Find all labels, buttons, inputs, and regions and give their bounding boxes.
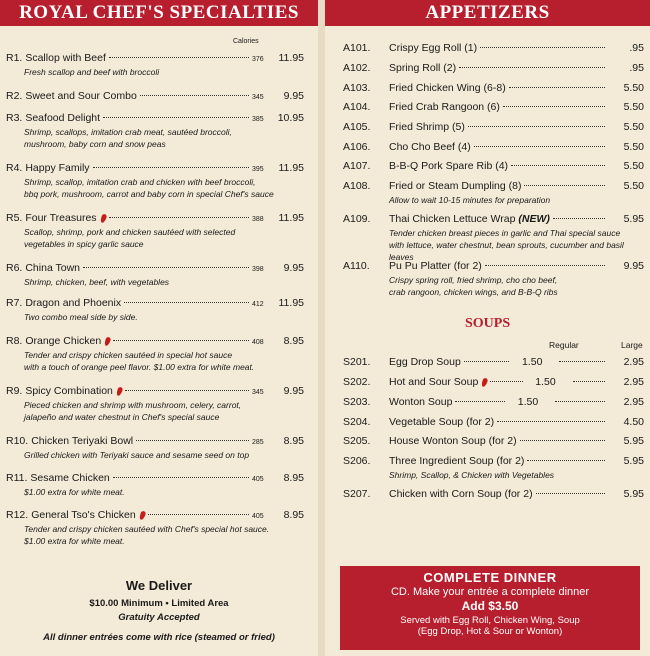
item-name: Spring Roll (2) [389,62,457,74]
specialty-item [0,297,318,323]
specialties-column [0,0,318,656]
item-description: Pieced chicken and shrimp with mushroom, celery, carrot, [24,400,242,410]
dot-leader [103,117,249,118]
appetizer-row [325,42,650,56]
item-code: S202. [343,376,371,388]
complete-dinner-price: Add $3.50 [461,599,519,613]
item-calories: 398 [252,266,264,273]
item-calories: 385 [252,116,264,123]
specialty-item [0,212,318,250]
dot-leader [511,165,605,166]
item-calories: 388 [252,216,264,223]
item-price: 11.95 [278,297,304,309]
item-description: Two combo meal side by side. [24,312,138,322]
item-name: Crispy Egg Roll (1) [389,42,478,54]
column-divider [318,0,325,656]
chili-pepper-icon [481,377,489,387]
item-code: R10. [6,435,29,447]
appetizer-item [325,160,650,174]
rice-note: All dinner entrées come with rice (steamed or fried) [43,632,275,643]
dot-leader [524,185,605,186]
dot-leader [464,361,510,362]
soup-item [325,416,650,430]
soup-row [325,488,650,502]
appetizer-row [325,82,650,96]
item-name: Happy Family [25,162,90,174]
soup-row [325,396,650,410]
specialty-row [0,385,318,399]
item-name: Vegetable Soup (for 2) [389,416,495,428]
item-calories: 405 [252,513,264,520]
item-name: Scallop with Beef [25,52,106,64]
specialty-row [0,52,318,66]
dot-leader [527,460,605,461]
item-code: A110. [343,260,370,272]
dot-leader [490,381,522,382]
soup-regular-price: 1.50 [517,396,539,408]
item-description: Grilled chicken with Teriyaki sauce and sesame seed on top [24,450,250,460]
appetizer-row [325,62,650,76]
large-header: Large [621,340,643,350]
dot-leader [553,218,605,219]
dot-leader [148,514,249,515]
soup-item [325,435,650,449]
specialties-title: ROYAL CHEF'S SPECIALTIES [19,2,299,23]
dot-leader [113,340,249,341]
specialty-row [0,90,318,104]
soup-large-price: 2.95 [623,376,644,388]
soup-regular-price: 1.50 [521,356,543,368]
dot-leader [136,440,249,441]
appetizer-row [325,101,650,115]
item-description: vegetables in spicy garlic sauce [24,239,144,249]
item-price: 11.95 [278,162,304,174]
soup-item [325,488,650,502]
specialty-row [0,297,318,311]
dot-leader [509,87,605,88]
deliver-minimum: $10.00 Minimum • Limited Area [89,598,229,609]
item-price: 11.95 [278,52,304,64]
item-price: 8.95 [283,472,304,484]
item-code: R3. [6,112,23,124]
item-price: 11.95 [278,212,304,224]
dot-leader [140,95,249,96]
appetizer-row [325,213,650,227]
soup-large-price: 2.95 [623,396,644,408]
item-code: R5. [6,212,23,224]
item-description: Shrimp, scallops, imitation crab meat, sautéed broccoli, [24,127,232,137]
item-code: A106. [343,141,371,153]
specialty-row [0,262,318,276]
item-description: Shrimp, scallop, imitation crab and chicken with beef broccoli, [24,177,256,187]
soup-row [325,356,650,370]
specialty-item [0,335,318,373]
regular-header: Regular [549,340,579,350]
item-code: R2. [6,90,23,102]
specialty-row [0,472,318,486]
dot-leader [480,47,605,48]
chili-pepper-icon [99,213,107,223]
item-price: 5.50 [623,121,644,133]
item-name: Spicy Combination [25,385,122,397]
item-code: S203. [343,396,371,408]
specialty-row [0,509,318,523]
item-price: 5.50 [623,141,644,153]
item-name: Fried Crab Rangoon (6) [389,101,500,113]
item-code: S206. [343,455,371,467]
item-name: B-B-Q Pork Spare Rib (4) [389,160,509,172]
item-price: 8.95 [283,435,304,447]
dot-leader [485,265,605,266]
item-description: Fresh scallop and beef with broccoli [24,67,160,77]
chili-pepper-icon [116,386,124,396]
appetizer-row [325,160,650,174]
item-price: 5.50 [623,160,644,172]
item-code: A108. [343,180,371,192]
item-code: R12. [6,509,29,521]
item-code: A102. [343,62,371,74]
item-name: Sesame Chicken [30,472,110,484]
appetizer-item [325,62,650,76]
item-calories: 408 [252,339,264,346]
dot-leader [109,57,249,58]
item-code: A109. [343,213,371,225]
dot-leader [503,106,605,107]
item-code: A104. [343,101,371,113]
item-calories: 412 [252,301,264,308]
item-code: R6. [6,262,23,274]
appetizer-item [325,101,650,115]
item-calories: 405 [252,476,264,483]
dot-leader [459,67,605,68]
item-calories: 345 [252,389,264,396]
dot-leader [125,390,249,391]
item-name: Sweet and Sour Combo [25,90,137,102]
dot-leader [93,167,249,168]
complete-dinner-served: Served with Egg Roll, Chicken Wing, Soup [400,615,580,626]
specialty-item [0,90,318,104]
soup-large-price: 2.95 [623,356,644,368]
soup-item [325,356,650,370]
soup-large-price: 5.95 [623,435,644,447]
soup-row [325,455,650,469]
specialty-item [0,162,318,200]
item-code: R9. [6,385,23,397]
appetizer-item [325,141,650,155]
specialty-row [0,435,318,449]
item-code: R11. [6,472,28,484]
specialty-item [0,385,318,423]
item-description: with a touch of orange peel flavor. $1.00 extra for white meat. [24,362,255,372]
deliver-section [0,578,318,643]
appetizer-row [325,260,650,274]
item-description: Shrimp, chicken, beef, with vegetables [24,277,170,287]
item-price: 5.95 [623,213,644,225]
appetizer-item [325,42,650,56]
item-code: S201. [343,356,371,368]
appetizer-item [325,180,650,206]
specialty-row [0,212,318,226]
item-price: 8.95 [283,335,304,347]
appetizers-column [325,0,650,656]
item-name: Hot and Sour Soup [389,376,487,388]
item-price: 9.95 [283,90,304,102]
item-description: mushroom, baby corn and snow peas [24,139,166,149]
complete-dinner-box [340,566,640,650]
item-code: S205. [343,435,371,447]
appetizer-item [325,121,650,135]
item-description: Shrimp, Scallop, & Chicken with Vegetables [389,470,555,480]
new-tag: (NEW) [515,213,550,225]
item-code: R8. [6,335,23,347]
soup-row [325,435,650,449]
item-code: A107. [343,160,371,172]
item-description: Tender and crispy chicken sautéed with Chef's special hot sauce. [24,524,270,534]
appetizer-item [325,82,650,96]
dot-leader [109,217,249,218]
specialty-row [0,335,318,349]
chili-pepper-icon [138,510,146,520]
item-code: S204. [343,416,371,428]
item-description: $1.00 extra for white meat. [24,487,125,497]
item-description: Tender and crispy chicken sautéed in special hot sauce [24,350,233,360]
dot-leader [555,401,605,402]
appetizer-item [325,213,650,263]
soup-large-price: 5.95 [623,455,644,467]
item-name: Three Ingredient Soup (for 2) [389,455,525,467]
soups-title: SOUPS [465,316,511,331]
dot-leader [468,126,605,127]
item-calories: 285 [252,439,264,446]
item-price: 10.95 [277,112,304,124]
item-code: R4. [6,162,23,174]
soup-large-price: 5.95 [623,488,644,500]
item-price: 5.50 [623,101,644,113]
soup-regular-price: 1.50 [535,376,556,388]
item-price: 9.95 [283,385,304,397]
soup-row [325,416,650,430]
item-name: Wonton Soup [389,396,453,408]
specialty-item [0,52,318,78]
item-description: Allow to wait 10-15 minutes for preparation [389,195,551,205]
item-name: China Town [25,262,81,274]
dot-leader [83,267,249,268]
soup-large-price: 4.50 [623,416,644,428]
dot-leader [497,421,605,422]
dot-leader [113,477,249,478]
item-code: A103. [343,82,371,94]
item-description: $1.00 extra for white meat. [24,536,125,546]
item-name: Seafood Delight [25,112,101,124]
item-description: bbq pork, mushroom, carrot and baby corn in special Chef's sauce [24,189,274,199]
dot-leader [455,401,505,402]
dot-leader [573,381,605,382]
item-name: Dragon and Phoenix [25,297,122,309]
item-price: 9.95 [283,262,304,274]
item-name: Fried Chicken Wing (6-8) [389,82,506,94]
item-price: 5.50 [623,82,644,94]
item-description: jalapeño and water chestnut in Chef's special sauce [24,412,220,422]
specialty-item [0,262,318,288]
item-price: 8.95 [283,509,304,521]
item-name: Egg Drop Soup [389,356,461,368]
item-code: R7. [6,297,23,309]
item-name: Chicken with Corn Soup (for 2) [389,488,533,500]
item-description: crab rangoon, chicken wings, and B-B-Q ribs [389,287,558,297]
item-price: 5.50 [623,180,644,192]
dot-leader [536,493,605,494]
dot-leader [520,440,605,441]
dot-leader [124,302,249,303]
deliver-title: We Deliver [125,578,193,593]
item-name: Orange Chicken [25,335,110,347]
soup-row [325,376,650,390]
item-description: Tender chicken breast pieces in garlic and Thai special sauce [389,228,621,238]
item-name: General Tso's Chicken [31,509,145,521]
specialties-banner [0,0,318,26]
soup-item [325,376,650,390]
specialty-item [0,435,318,461]
item-code: R1. [6,52,23,64]
specialty-item [0,509,318,547]
complete-dinner-title: COMPLETE DINNER [423,570,557,585]
item-price: .95 [629,62,644,74]
appetizer-row [325,141,650,155]
item-code: A101. [343,42,371,54]
appetizer-row [325,180,650,194]
dot-leader [559,361,605,362]
item-name: Fried or Steam Dumpling (8) [389,180,522,192]
dot-leader [474,146,605,147]
item-name: Pu Pu Platter (for 2) [389,260,482,272]
deliver-gratuity: Gratuity Accepted [118,612,200,623]
item-price: 9.95 [623,260,644,272]
specialty-item [0,472,318,498]
item-description: Scallop, shrimp, pork and chicken sautéed with selected [24,227,236,237]
item-name: Chicken Teriyaki Bowl [31,435,134,447]
specialty-row [0,162,318,176]
appetizer-item [325,260,650,298]
item-calories: 376 [252,56,264,63]
calories-header: Calories [233,38,259,45]
appetizer-row [325,121,650,135]
appetizers-title: APPETIZERS [425,2,550,23]
appetizers-banner [325,0,650,26]
item-price: .95 [629,42,644,54]
complete-dinner-line: CD. Make your entrée a complete dinner [390,586,590,598]
item-code: S207. [343,488,371,500]
complete-dinner-choices: (Egg Drop, Hot & Sour or Wonton) [417,626,563,637]
item-name: Four Treasures [25,212,105,224]
item-name: Fried Shrimp (5) [389,121,465,133]
soup-item [325,396,650,410]
item-code: A105. [343,121,371,133]
item-description: Crispy spring roll, fried shrimp, cho cho beef, [389,275,558,285]
specialty-row [0,112,318,126]
item-name: House Wonton Soup (for 2) [389,435,517,447]
item-name: Thai Chicken Lettuce Wrap (NEW) [389,213,550,225]
item-name: Cho Cho Beef (4) [389,141,471,153]
specialty-item [0,112,318,150]
chili-pepper-icon [104,336,112,346]
soup-item [325,455,650,481]
item-description: with lettuce, water chestnut, bean sprouts, cucumber and basil leaves [389,240,624,262]
item-calories: 395 [252,166,264,173]
item-calories: 345 [252,94,264,101]
